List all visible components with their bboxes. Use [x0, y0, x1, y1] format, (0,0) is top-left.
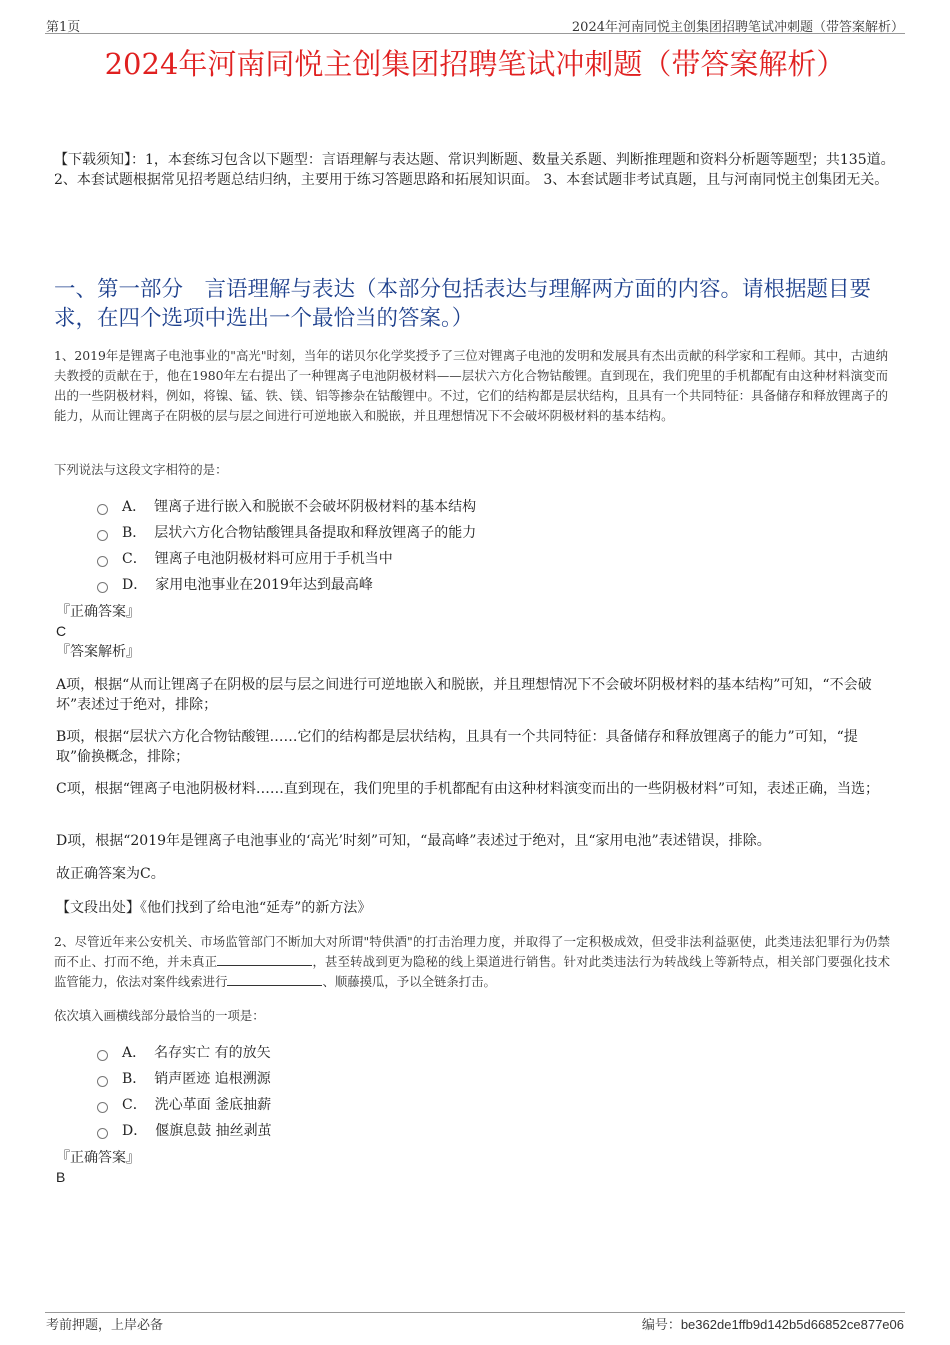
option-letter: D． [122, 1123, 148, 1139]
q1-option-a[interactable] [97, 496, 476, 516]
option-text: 偃旗息鼓 抽丝剥茧 [155, 1123, 272, 1139]
q2-prompt: 依次填入画横线部分最恰当的一项是： [54, 1008, 265, 1023]
q2-option-c[interactable] [97, 1094, 271, 1114]
blank-1 [217, 965, 312, 966]
page-number: 第1页 [46, 20, 81, 35]
code-value: be362de1ffb9d142b5d66852ce877e06 [680, 1317, 904, 1332]
page-title: 2024年河南同悦主创集团招聘笔试冲刺题（带答案解析） [104, 47, 846, 81]
radio-icon[interactable] [97, 504, 108, 515]
code-label: 编号： [641, 1318, 681, 1333]
footer-slogan: 考前押题，上岸必备 [46, 1318, 164, 1333]
option-text: 层状六方化合物钴酸锂具备提取和释放锂离子的能力 [154, 525, 477, 541]
option-letter: C． [122, 1097, 147, 1113]
q1-analysis-c: C项，根据“锂离子电池阴极材料……直到现在，我们兜里的手机都配有由这种材料演变而出的一些阴极材料”可知，表述正确，当选； [56, 781, 880, 797]
radio-icon[interactable] [97, 556, 108, 567]
option-text: 锂离子电池阴极材料可应用于手机当中 [154, 551, 393, 567]
q2-stem [54, 932, 890, 992]
option-letter: A． [122, 1045, 147, 1061]
option-letter: D． [122, 577, 148, 593]
option-letter: B． [122, 525, 147, 541]
q1-option-c[interactable] [97, 548, 393, 568]
option-text: 锂离子进行嵌入和脱嵌不会破坏阴极材料的基本结构 [154, 499, 477, 515]
q2-stem-part: 2、尽管近年来公安机关、市场监管部门不断加大对所谓"特供酒"的打击治理力度，并取得了一定积极成效，但受非法利益驱使，此类违法犯罪行为仍禁而不止、打而不绝，并未真正 [54, 934, 890, 969]
q2-answer-label: 『正确答案』 [56, 1150, 140, 1166]
q2-stem-part: ，甚至转战到更为隐秘的线上渠道进行销售。针对此类违法行为转战线上等新特点，相关部门要强化技术监管能力，依法对案件线索进行 [54, 954, 891, 989]
blank-2 [227, 985, 322, 986]
option-letter: C． [122, 551, 147, 567]
radio-icon[interactable] [97, 530, 108, 541]
q1-answer: C [56, 623, 67, 639]
option-text: 名存实亡 有的放矢 [154, 1045, 271, 1061]
q1-stem: 1、2019年是锂离子电池事业的"高光"时刻，当年的诺贝尔化学奖授予了三位对锂离子电池的发明和发展具有杰出贡献的科学家和工程师。其中，古迪纳夫教授的贡献在于，他在1980年左右提出了一种锂离子电池阴极材料——层状六方化合物钴酸锂。直到现在，我们兜里的手机都配有由这种材料演变而出的一些阴极材料，例如，将镍、锰、铁、镁、铝等掺杂在钴酸锂中。不过，它们的结构都是层状结构，且具有一个共同特征：具备储存和释放锂离子的能力，从而让锂离子在阴极的层与层之间进行可逆地嵌入和脱嵌，并且理想情况下不会破坏阴极材料的基本结构。 [54, 348, 888, 423]
q1-analysis-a: A项，根据“从而让锂离子在阴极的层与层之间进行可逆地嵌入和脱嵌，并且理想情况下不会破坏阴极材料的基本结构”可知，“不会破坏”表述过于绝对，排除； [56, 677, 872, 713]
q1-option-d[interactable] [97, 574, 373, 594]
option-text: 洗心革面 釜底抽薪 [154, 1097, 272, 1113]
q1-prompt: 下列说法与这段文字相符的是： [54, 462, 228, 477]
download-notice: 【下载须知】：1，本套练习包含以下题型：言语理解与表达题、常识判断题、数量关系题、判断推理题和资料分析题等题型；共135道。 2、本套试题根据常见招考题总结归纳，主要用于练习答题思路和拓展知识面。 3、本套试题非考试真题，且与河南同悦主创集团无关。 [54, 152, 895, 188]
q2-stem-part: 、顺藤摸瓜，予以全链条打击。 [322, 974, 496, 989]
q1-answer-label: 『正确答案』 [56, 604, 140, 620]
option-text: 家用电池事业在2019年达到最高峰 [155, 577, 373, 593]
section-heading: 一、第一部分 言语理解与表达（本部分包括表达与理解两方面的内容。请根据题目要求，在四个选项中选出一个最恰当的答案。） [54, 277, 872, 331]
option-letter: B． [122, 1071, 147, 1087]
q1-option-b[interactable] [97, 522, 476, 542]
radio-icon[interactable] [97, 1050, 108, 1061]
q2-option-b[interactable] [97, 1068, 271, 1088]
option-text: 销声匿迹 追根溯源 [154, 1071, 271, 1087]
radio-icon[interactable] [97, 582, 108, 593]
q1-conclusion: 故正确答案为C。 [56, 866, 165, 882]
q2-option-a[interactable] [97, 1042, 271, 1062]
header-divider [45, 33, 905, 34]
footer-divider [45, 1312, 905, 1313]
q2-answer: B [56, 1169, 66, 1185]
q1-analysis-b: B项，根据“层状六方化合物钴酸锂……它们的结构都是层状结构，且具有一个共同特征：具备储存和释放锂离子的能力”可知，“提取”偷换概念，排除； [56, 729, 858, 765]
footer-code [642, 1314, 904, 1333]
q1-analysis-label: 『答案解析』 [56, 644, 140, 660]
radio-icon[interactable] [97, 1128, 108, 1139]
option-letter: A． [122, 499, 147, 515]
q1-analysis-d: D项，根据“2019年是锂离子电池事业的‘高光’时刻”可知，“最高峰”表述过于绝对，且“家用电池”表述错误，排除。 [56, 833, 771, 849]
q1-source: 【文段出处】《他们找到了给电池“延寿”的新方法》 [56, 900, 372, 916]
radio-icon[interactable] [97, 1076, 108, 1087]
q2-option-d[interactable] [97, 1120, 272, 1140]
header-doc-title: 2024年河南同悦主创集团招聘笔试冲刺题（带答案解析） [571, 20, 904, 35]
radio-icon[interactable] [97, 1102, 108, 1113]
